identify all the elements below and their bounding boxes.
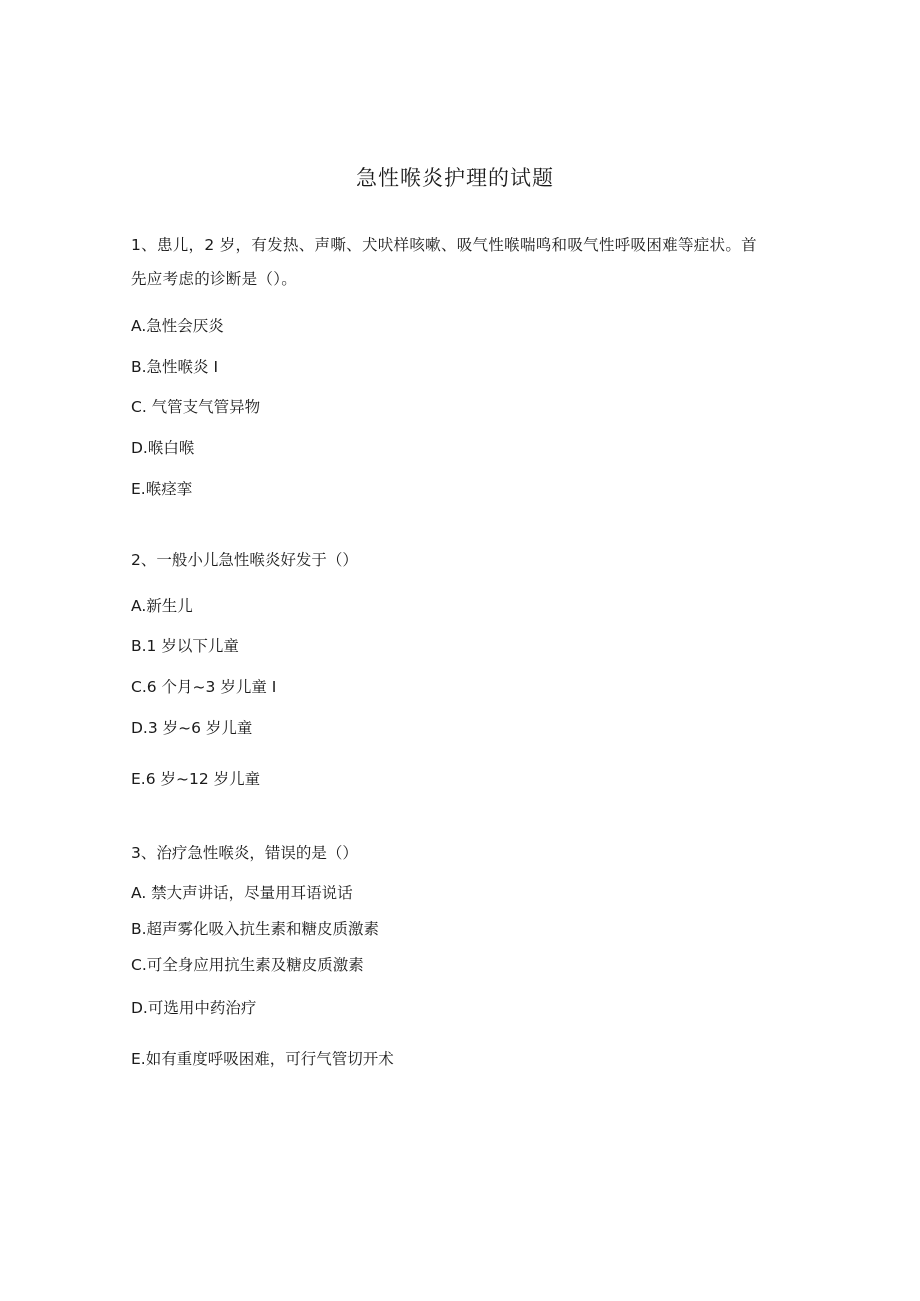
question-1-stem: 1、患儿，2 岁，有发热、声嘶、犬吠样咳嗽、吸气性喉喘鸣和吸气性呼吸困难等症状。首先应考虑的诊断是（）。 bbox=[131, 236, 757, 288]
question-2-option-d: D.3 岁~6 岁儿童 bbox=[131, 719, 253, 737]
question-2-option-e: E.6 岁~12 岁儿童 bbox=[131, 770, 261, 788]
question-2-option-b: B.1 岁以下儿童 bbox=[131, 637, 239, 655]
question-2-option-c: C.6 个月~3 岁儿童 I bbox=[131, 678, 277, 696]
question-2-option-a: A.新生儿 bbox=[131, 597, 193, 615]
question-3-option-d: D.可选用中药治疗 bbox=[131, 999, 257, 1017]
document-title: 急性喉炎护理的试题 bbox=[356, 166, 554, 190]
question-1-option-a: A.急性会厌炎 bbox=[131, 317, 224, 335]
question-3-option-b: B.超声雾化吸入抗生素和糖皮质激素 bbox=[131, 920, 380, 938]
question-3-option-a: A. 禁大声讲话，尽量用耳语说话 bbox=[131, 884, 353, 902]
question-1-option-e: E.喉痉挛 bbox=[131, 480, 193, 498]
question-3-option-e: E.如有重度呼吸困难，可行气管切开术 bbox=[131, 1050, 394, 1068]
question-1-option-c: C. 气管支气管异物 bbox=[131, 398, 261, 416]
question-1-option-b: B.急性喉炎 I bbox=[131, 358, 219, 376]
question-3-option-c: C.可全身应用抗生素及糖皮质激素 bbox=[131, 956, 364, 974]
question-2-stem: 2、一般小儿急性喉炎好发于（） bbox=[131, 551, 358, 569]
question-1-option-d: D.喉白喉 bbox=[131, 439, 195, 457]
question-3-stem: 3、治疗急性喉炎，错误的是（） bbox=[131, 844, 358, 862]
